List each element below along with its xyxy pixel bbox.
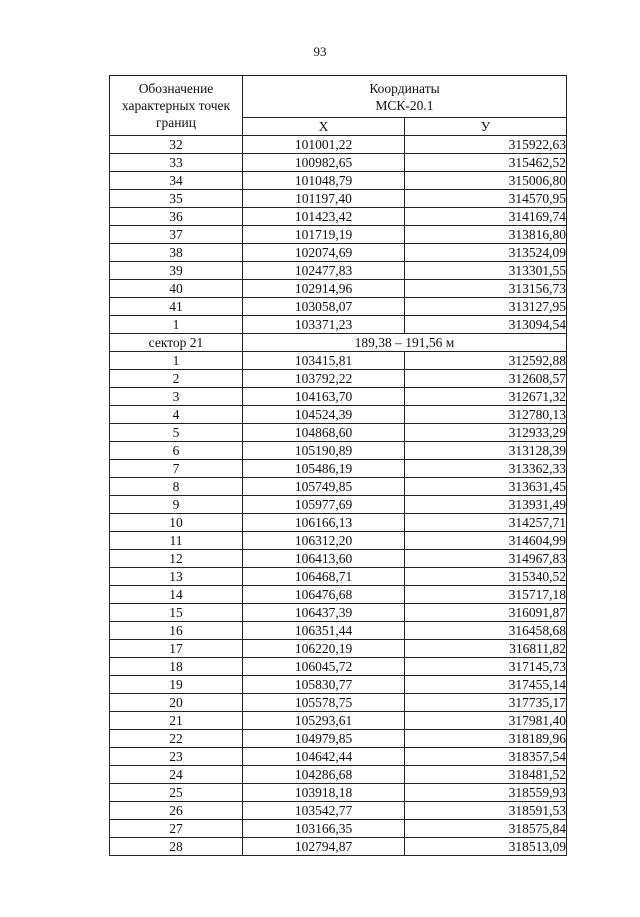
point-number-cell: 8	[110, 478, 243, 496]
table-row	[110, 298, 567, 316]
x-coordinate-cell: 105293,61	[243, 712, 405, 730]
x-coordinate-cell: 103058,07	[243, 298, 405, 316]
y-column-header: У	[405, 118, 567, 136]
y-coordinate-cell: 317735,17	[405, 694, 567, 712]
x-column-header: X	[243, 118, 405, 136]
point-number-cell: 21	[110, 712, 243, 730]
table-row	[110, 820, 567, 838]
x-coordinate-cell: 101719,19	[243, 226, 405, 244]
coordinates-table	[109, 75, 567, 856]
x-coordinate-cell: 101001,22	[243, 136, 405, 154]
point-number-cell: 27	[110, 820, 243, 838]
point-number-cell: 22	[110, 730, 243, 748]
x-coordinate-cell: 103792,22	[243, 370, 405, 388]
point-number-cell: 13	[110, 568, 243, 586]
point-number-cell: 7	[110, 460, 243, 478]
x-coordinate-cell: 104163,70	[243, 388, 405, 406]
coordinates-header-line: МСК-20.1	[375, 97, 434, 113]
x-coordinate-cell: 104286,68	[243, 766, 405, 784]
y-coordinate-cell: 318189,96	[405, 730, 567, 748]
table-row	[110, 640, 567, 658]
point-number-cell: 23	[110, 748, 243, 766]
y-coordinate-cell: 316458,68	[405, 622, 567, 640]
y-coordinate-cell: 313156,73	[405, 280, 567, 298]
point-number-cell: 25	[110, 784, 243, 802]
table-row	[110, 766, 567, 784]
y-coordinate-cell: 318481,52	[405, 766, 567, 784]
y-coordinate-cell: 318513,09	[405, 838, 567, 856]
x-coordinate-cell: 103542,77	[243, 802, 405, 820]
point-number-cell: 11	[110, 532, 243, 550]
x-coordinate-cell: 106312,20	[243, 532, 405, 550]
table-row	[110, 424, 567, 442]
point-number-cell: 4	[110, 406, 243, 424]
point-number-cell: 35	[110, 190, 243, 208]
x-coordinate-cell: 103415,81	[243, 352, 405, 370]
x-coordinate-cell: 106476,68	[243, 586, 405, 604]
x-coordinate-cell: 104642,44	[243, 748, 405, 766]
y-coordinate-cell: 313931,49	[405, 496, 567, 514]
y-coordinate-cell: 318357,54	[405, 748, 567, 766]
point-number-cell: 34	[110, 172, 243, 190]
point-number-cell: 40	[110, 280, 243, 298]
table-row	[110, 406, 567, 424]
y-coordinate-cell: 313127,95	[405, 298, 567, 316]
y-coordinate-cell: 315006,80	[405, 172, 567, 190]
designation-header	[110, 76, 243, 136]
point-number-cell: 24	[110, 766, 243, 784]
sector-row-group	[110, 334, 567, 352]
y-coordinate-cell: 314570,95	[405, 190, 567, 208]
table-row	[110, 478, 567, 496]
table-row	[110, 784, 567, 802]
x-coordinate-cell: 105749,85	[243, 478, 405, 496]
table-row	[110, 226, 567, 244]
y-coordinate-cell: 316091,87	[405, 604, 567, 622]
y-coordinate-cell: 313816,80	[405, 226, 567, 244]
table-row	[110, 172, 567, 190]
table-row	[110, 154, 567, 172]
table-row	[110, 352, 567, 370]
point-number-cell: 37	[110, 226, 243, 244]
table-header	[110, 76, 567, 136]
x-coordinate-cell: 101048,79	[243, 172, 405, 190]
point-number-cell: 32	[110, 136, 243, 154]
x-coordinate-cell: 101423,42	[243, 208, 405, 226]
sector-row	[110, 334, 567, 352]
point-number-cell: 14	[110, 586, 243, 604]
table-row	[110, 604, 567, 622]
point-number-cell: 20	[110, 694, 243, 712]
table-row	[110, 622, 567, 640]
table-row	[110, 712, 567, 730]
y-coordinate-cell: 314169,74	[405, 208, 567, 226]
y-coordinate-cell: 314967,83	[405, 550, 567, 568]
table-row	[110, 190, 567, 208]
x-coordinate-cell: 103166,35	[243, 820, 405, 838]
y-coordinate-cell: 313631,45	[405, 478, 567, 496]
x-coordinate-cell: 106468,71	[243, 568, 405, 586]
y-coordinate-cell: 313524,09	[405, 244, 567, 262]
point-number-cell: 2	[110, 370, 243, 388]
point-number-cell: 1	[110, 352, 243, 370]
x-coordinate-cell: 105578,75	[243, 694, 405, 712]
table-row	[110, 136, 567, 154]
y-coordinate-cell: 313301,55	[405, 262, 567, 280]
x-coordinate-cell: 102074,69	[243, 244, 405, 262]
x-coordinate-cell: 102794,87	[243, 838, 405, 856]
table-row	[110, 802, 567, 820]
y-coordinate-cell: 312592,88	[405, 352, 567, 370]
point-number-cell: 41	[110, 298, 243, 316]
y-coordinate-cell: 318575,84	[405, 820, 567, 838]
table-row	[110, 514, 567, 532]
table-row	[110, 262, 567, 280]
x-coordinate-cell: 103918,18	[243, 784, 405, 802]
y-coordinate-cell: 315922,63	[405, 136, 567, 154]
y-coordinate-cell: 312671,32	[405, 388, 567, 406]
x-coordinate-cell: 106437,39	[243, 604, 405, 622]
y-coordinate-cell: 318559,93	[405, 784, 567, 802]
x-coordinate-cell: 101197,40	[243, 190, 405, 208]
table-row	[110, 550, 567, 568]
x-coordinate-cell: 100982,65	[243, 154, 405, 172]
designation-header-line: Обозначение	[138, 81, 214, 96]
table-row	[110, 568, 567, 586]
point-number-cell: 10	[110, 514, 243, 532]
table-row	[110, 208, 567, 226]
point-number-cell: 1	[110, 316, 243, 334]
y-coordinate-cell: 315340,52	[405, 568, 567, 586]
point-number-cell: 18	[110, 658, 243, 676]
x-coordinate-cell: 106220,19	[243, 640, 405, 658]
table-row	[110, 244, 567, 262]
x-coordinate-cell: 106413,60	[243, 550, 405, 568]
table-row	[110, 316, 567, 334]
table-row	[110, 748, 567, 766]
x-coordinate-cell: 102914,96	[243, 280, 405, 298]
designation-header-line: границ	[156, 115, 196, 130]
y-coordinate-cell: 313362,33	[405, 460, 567, 478]
table-row	[110, 280, 567, 298]
x-coordinate-cell: 106351,44	[243, 622, 405, 640]
point-number-cell: 9	[110, 496, 243, 514]
y-coordinate-cell: 312608,57	[405, 370, 567, 388]
sector-label: сектор 21	[110, 334, 243, 352]
y-coordinate-cell: 317981,40	[405, 712, 567, 730]
point-number-cell: 15	[110, 604, 243, 622]
designation-header-line: характерных точек	[121, 98, 231, 113]
y-coordinate-cell: 314604,99	[405, 532, 567, 550]
sector-range: 189,38 – 191,56 м	[243, 334, 567, 352]
x-coordinate-cell: 104868,60	[243, 424, 405, 442]
point-number-cell: 26	[110, 802, 243, 820]
table-row	[110, 532, 567, 550]
table-row	[110, 676, 567, 694]
table-row	[110, 658, 567, 676]
table-row	[110, 838, 567, 856]
rows-before-sector	[110, 136, 567, 334]
table-row	[110, 730, 567, 748]
y-coordinate-cell: 314257,71	[405, 514, 567, 532]
point-number-cell: 38	[110, 244, 243, 262]
table-row	[110, 586, 567, 604]
x-coordinate-cell: 105190,89	[243, 442, 405, 460]
x-coordinate-cell: 106166,13	[243, 514, 405, 532]
point-number-cell: 19	[110, 676, 243, 694]
point-number-cell: 5	[110, 424, 243, 442]
point-number-cell: 33	[110, 154, 243, 172]
x-coordinate-cell: 106045,72	[243, 658, 405, 676]
x-coordinate-cell: 102477,83	[243, 262, 405, 280]
point-number-cell: 17	[110, 640, 243, 658]
point-number-cell: 16	[110, 622, 243, 640]
point-number-cell: 39	[110, 262, 243, 280]
y-coordinate-cell: 316811,82	[405, 640, 567, 658]
coordinates-header-line: Координаты	[369, 80, 440, 96]
table-row	[110, 460, 567, 478]
table-row	[110, 694, 567, 712]
y-coordinate-cell: 312933,29	[405, 424, 567, 442]
y-coordinate-cell: 317455,14	[405, 676, 567, 694]
x-coordinate-cell: 105977,69	[243, 496, 405, 514]
table-row	[110, 496, 567, 514]
y-coordinate-cell: 312780,13	[405, 406, 567, 424]
x-coordinate-cell: 104524,39	[243, 406, 405, 424]
table-row	[110, 388, 567, 406]
point-number-cell: 28	[110, 838, 243, 856]
rows-after-sector	[110, 352, 567, 856]
table-row	[110, 442, 567, 460]
table-row	[110, 370, 567, 388]
point-number-cell: 3	[110, 388, 243, 406]
point-number-cell: 12	[110, 550, 243, 568]
page-number: 93	[313, 44, 327, 59]
x-coordinate-cell: 105486,19	[243, 460, 405, 478]
y-coordinate-cell: 318591,53	[405, 802, 567, 820]
coordinates-header	[243, 76, 567, 118]
point-number-cell: 6	[110, 442, 243, 460]
x-coordinate-cell: 103371,23	[243, 316, 405, 334]
y-coordinate-cell: 315717,18	[405, 586, 567, 604]
y-coordinate-cell: 313094,54	[405, 316, 567, 334]
y-coordinate-cell: 317145,73	[405, 658, 567, 676]
point-number-cell: 36	[110, 208, 243, 226]
x-coordinate-cell: 105830,77	[243, 676, 405, 694]
y-coordinate-cell: 315462,52	[405, 154, 567, 172]
x-coordinate-cell: 104979,85	[243, 730, 405, 748]
y-coordinate-cell: 313128,39	[405, 442, 567, 460]
